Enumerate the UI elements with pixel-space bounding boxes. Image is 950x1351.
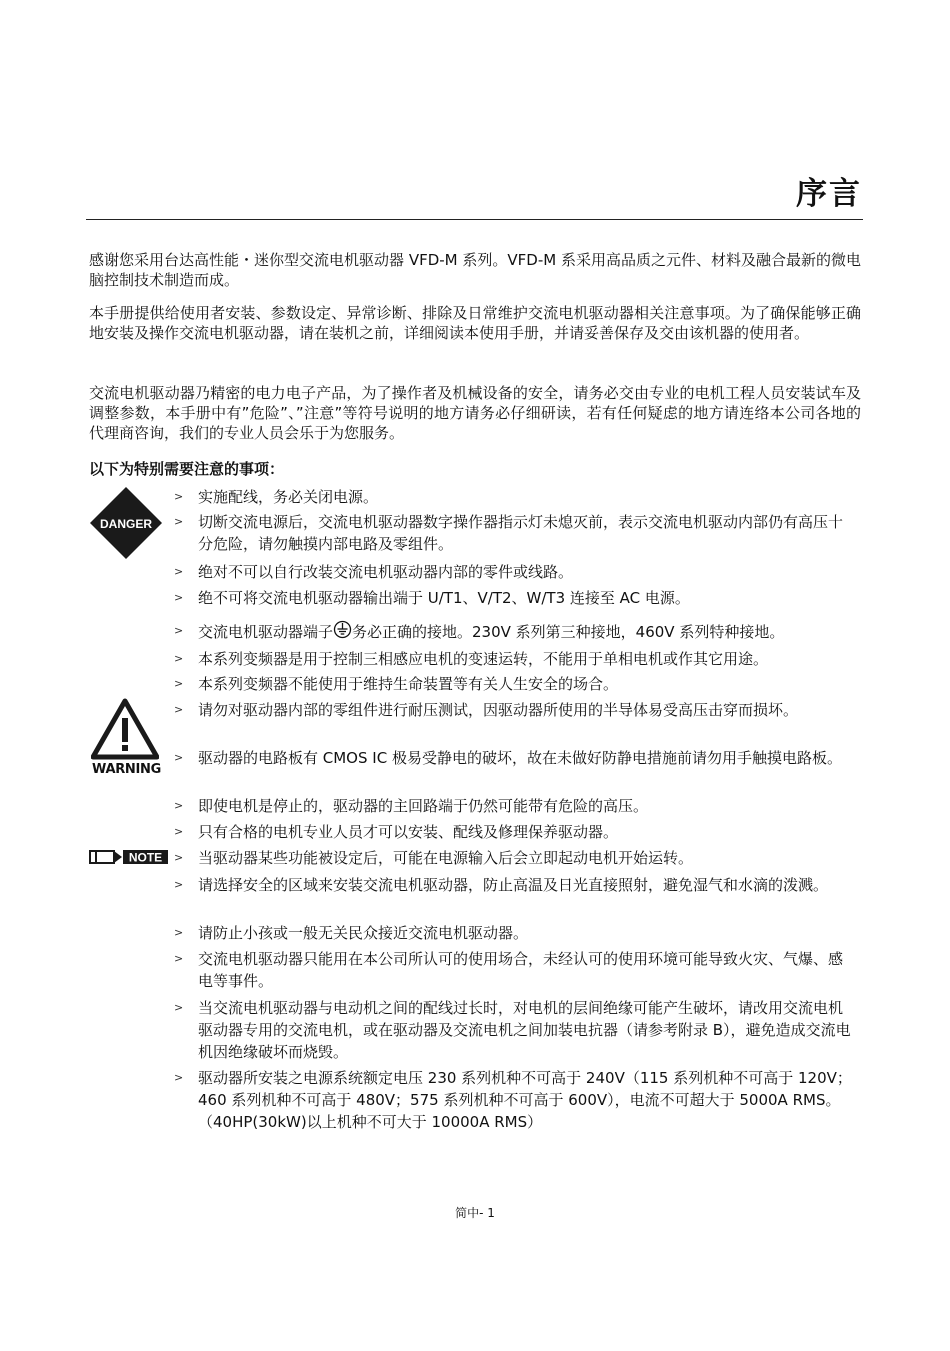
page-number: 简中- 1 xyxy=(455,1206,495,1220)
page-title: 序言 xyxy=(796,176,862,212)
danger-icon xyxy=(89,486,163,564)
list-item: > 即使电机是停止的，驱动器的主回路端于仍然可能带有危险的高压。 xyxy=(174,797,649,815)
list-item: > 交流电机驱动器端子 务必正确的接地。230V 系列第三种接地，460V 系列特种接地。 xyxy=(174,620,852,645)
list-item: > 绝对不可以自行改装交流电机驱动器内部的零件或线路。 xyxy=(174,563,574,581)
ground-symbol-icon xyxy=(333,620,352,645)
list-item: > 绝不可将交流电机驱动器输出端于 U/T1、V/T2、W/T3 连接至 AC 电源。 xyxy=(174,589,690,607)
bullet-arrow-icon: > xyxy=(174,926,184,939)
list-item: > 请勿对驱动器内部的零组件进行耐压测试，因驱动器所使用的半导体易受高压击穿而损坏。 xyxy=(174,701,799,719)
list-item: > 切断交流电源后，交流电机驱动器数字操作器指示灯未熄灭前，表示交流电机驱动内部仍有高压十分危险，请勿触摸内部电路及零组件。 xyxy=(174,513,844,553)
bullet-arrow-icon: > xyxy=(174,1071,184,1084)
bullet-arrow-icon: > xyxy=(174,490,184,503)
danger-label: DANGER xyxy=(99,517,153,531)
bullet-arrow-icon: > xyxy=(174,799,184,812)
bullet-arrow-icon: > xyxy=(174,565,184,578)
bullet-arrow-icon: > xyxy=(174,1001,184,1014)
bullet-arrow-icon: > xyxy=(174,878,184,891)
list-item: > 实施配线，务必关闭电源。 xyxy=(174,488,379,506)
list-item: > 交流电机驱动器只能用在本公司所认可的使用场合，未经认可的使用环境可能导致火灾、气爆、感电等事件。 xyxy=(174,950,844,990)
note-label: NOTE xyxy=(128,850,163,865)
list-item: > 当驱动器某些功能被设定后，可能在电源输入后会立即起动电机开始运转。 xyxy=(174,849,694,867)
list-item: > 驱动器的电路板有 CMOS IC 极易受静电的破坏，故在未做好防静电措施前请勿用手触摸电路板。 xyxy=(174,749,842,767)
bullet-arrow-icon: > xyxy=(174,652,184,665)
bullet-arrow-icon: > xyxy=(174,825,184,838)
list-item: > 本系列变频器是用于控制三相感应电机的变速运转，不能用于单相电机或作其它用途。 xyxy=(174,650,769,668)
intro-paragraph-2: 本手册提供给使用者安装、参数设定、异常诊断、排除及日常维护交流电机驱动器相关注意事项。为了确保能够正确地安装及操作交流电机驱动器，请在装机之前，详细阅读本使用手册，并请妥善保存及交由该机器的使用者。 xyxy=(89,304,861,342)
bullet-arrow-icon: > xyxy=(174,677,184,690)
bullet-arrow-icon: > xyxy=(174,952,184,965)
list-item: > 只有合格的电机专业人员才可以安装、配线及修理保养驱动器。 xyxy=(174,823,619,841)
intro-paragraph-3: 交流电机驱动器乃精密的电力电子产品，为了操作者及机械设备的安全，请务必交由专业的电机工程人员安装试车及调整参数，本手册中有”危险”、”注意”等符号说明的地方请务必仔细研读，若有任何疑虑的地方请连络本公司各地的代理商咨询，我们的专业人员会乐于为您服务。 xyxy=(89,384,861,442)
bullet-arrow-icon: > xyxy=(174,515,184,528)
bullet-arrow-icon: > xyxy=(174,591,184,604)
bullet-arrow-icon: > xyxy=(174,703,184,716)
list-item: > 本系列变频器不能使用于维持生命装置等有关人生安全的场合。 xyxy=(174,675,619,693)
warning-icon xyxy=(91,698,159,764)
bullet-arrow-icon: > xyxy=(174,751,184,764)
list-item: > 请选择安全的区域来安装交流电机驱动器，防止高温及日光直接照射，避免湿气和水滴的泼溅。 xyxy=(174,876,829,894)
bullet-arrow-icon: > xyxy=(174,851,184,864)
list-item: > 请防止小孩或一般无关民众接近交流电机驱动器。 xyxy=(174,924,529,942)
title-divider xyxy=(86,219,863,220)
list-item: > 驱动器所安装之电源系统额定电压 230 系列机种不可高于 240V（115 系列机种不可高于 120V；460 系列机种不可高于 480V；575 系列机种不可高于 600V），电流不可超大于 5000A RMS。（40HP(30kW)以上机种不可大于 10000A RMS） xyxy=(174,1069,852,1131)
note-icon xyxy=(89,849,169,869)
notice-heading: 以下为特别需要注意的事项： xyxy=(89,460,285,478)
intro-paragraph-1: 感谢您采用台达高性能・迷你型交流电机驱动器 VFD-M 系列。VFD-M 系采用高品质之元件、材料及融合最新的微电脑控制技术制造而成。 xyxy=(89,251,861,289)
bullet-arrow-icon: > xyxy=(174,624,184,637)
warning-label: WARNING xyxy=(92,762,161,777)
list-item: > 当交流电机驱动器与电动机之间的配线过长时，对电机的层间绝缘可能产生破坏，请改用交流电机驱动器专用的交流电机，或在驱动器及交流电机之间加装电抗器（请参考附录 B），避免造成交流电机因绝缘破坏而烧毁。 xyxy=(174,999,851,1061)
